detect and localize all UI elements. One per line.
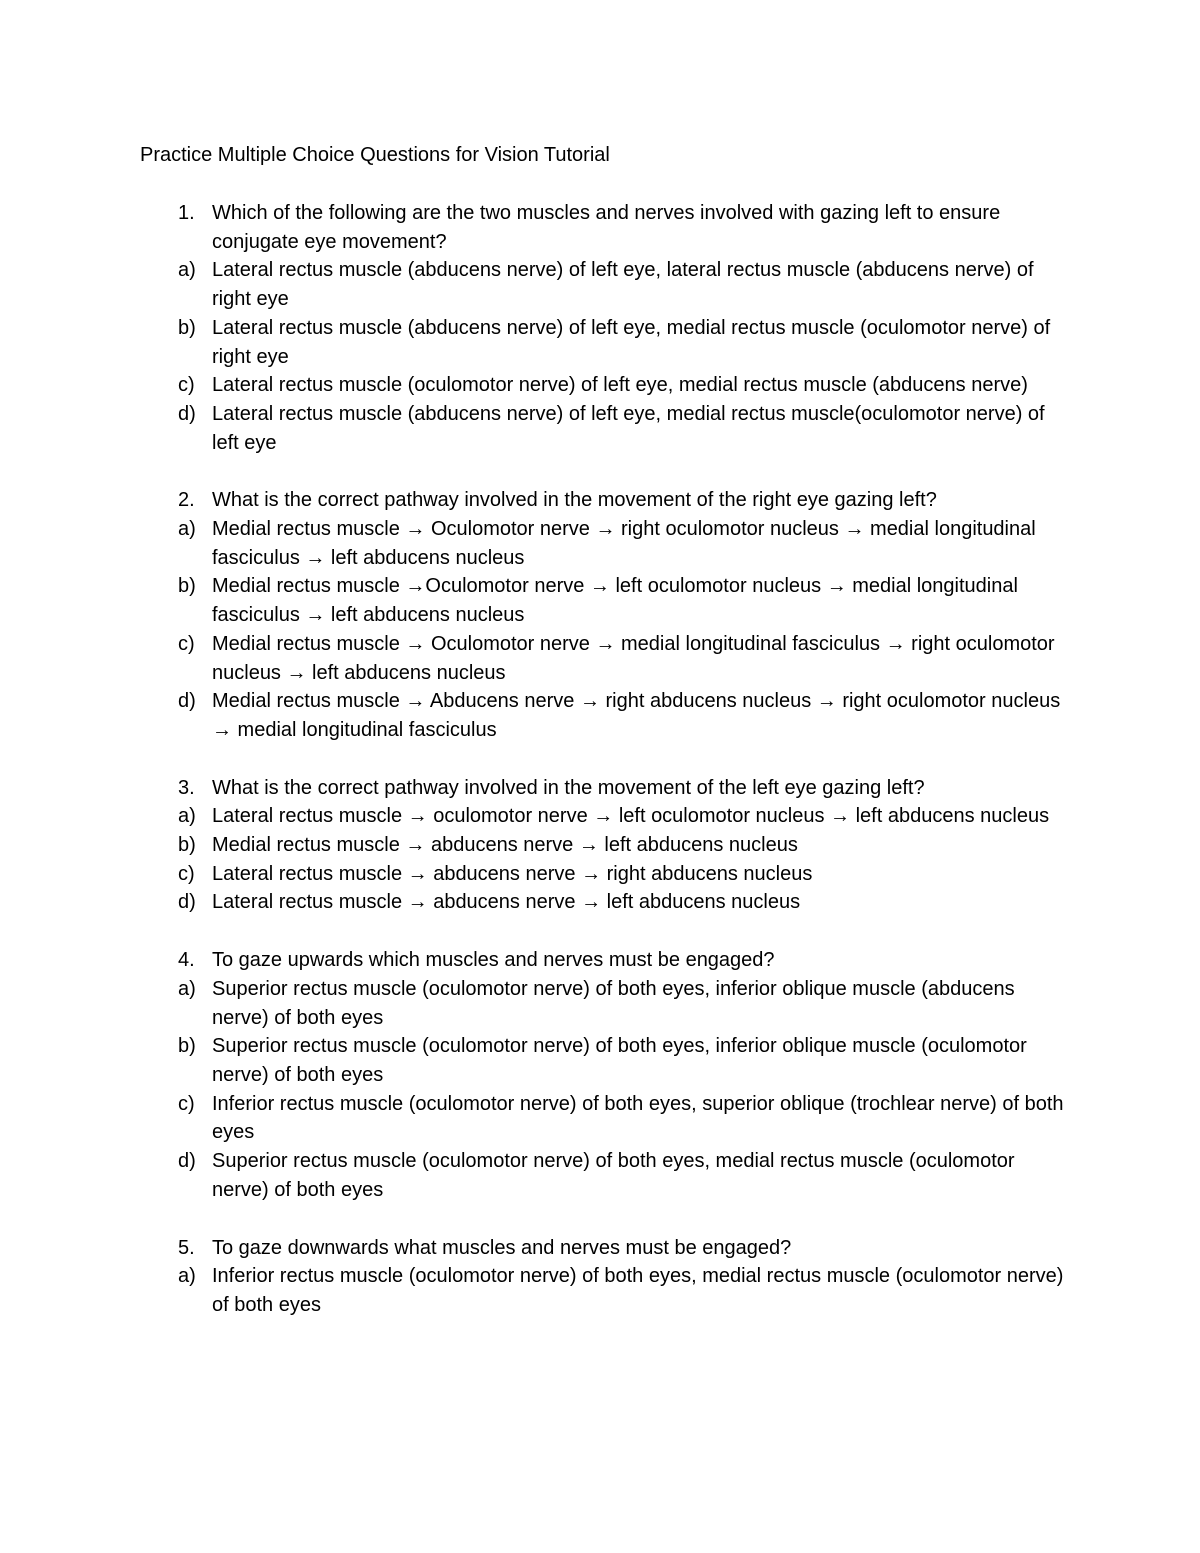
option-letter: a) [178, 518, 196, 541]
question-text: To gaze upwards which muscles and nerves must be engaged? [212, 949, 775, 972]
option-letter: c) [178, 632, 195, 655]
answer-option [140, 888, 1070, 917]
option-text: Lateral rectus muscle (oculomotor nerve) of left eye, medial rectus muscle (abducens nerve) [212, 374, 1028, 397]
option-text: Medial rectus muscle → Oculomotor nerve → right oculomotor nucleus → medial longitudinal fasciculus → left abducens nucleus [212, 518, 1036, 569]
answer-option [140, 256, 1070, 313]
option-letter: d) [178, 891, 196, 914]
answer-option [140, 314, 1070, 371]
option-letter: b) [178, 316, 196, 339]
answer-option [140, 630, 1070, 687]
answer-option [140, 860, 1070, 889]
question-number: 1. [178, 202, 195, 224]
question-text: To gaze downwards what muscles and nerves must be engaged? [212, 1236, 792, 1259]
question-stem [140, 946, 1070, 975]
answer-option [140, 1262, 1070, 1319]
option-letter: a) [178, 805, 196, 828]
option-letter: d) [178, 690, 196, 713]
option-letter: c) [178, 374, 195, 397]
option-text: Lateral rectus muscle → oculomotor nerve → left oculomotor nucleus → left abducens nucleus [212, 805, 1050, 828]
question-number: 3. [178, 776, 195, 799]
option-text: Lateral rectus muscle (abducens nerve) of left eye, medial rectus muscle(oculomotor nerve) of left eye [212, 402, 1045, 454]
option-text: Medial rectus muscle → Oculomotor nerve → medial longitudinal fasciculus → right oculomotor nucleus → left abducens nucleus [212, 632, 1055, 684]
question-4 [140, 946, 1070, 1204]
option-text: Lateral rectus muscle → abducens nerve → right abducens nucleus [212, 862, 813, 885]
answer-option [140, 400, 1070, 457]
question-stem [140, 1234, 1070, 1263]
option-letter: c) [178, 862, 195, 885]
option-letter: b) [178, 575, 196, 598]
option-letter: b) [178, 834, 196, 857]
answer-option [140, 572, 1070, 629]
question-number: 4. [178, 949, 195, 972]
question-number: 2. [178, 489, 195, 512]
document-page [140, 141, 1070, 1349]
option-text: Lateral rectus muscle (abducens nerve) of left eye, lateral rectus muscle (abducens nerve) of right eye [212, 259, 1034, 311]
question-stem [140, 774, 1070, 803]
option-letter: d) [178, 1150, 196, 1173]
question-number: 5. [178, 1236, 195, 1259]
option-letter: a) [178, 1265, 196, 1288]
answer-option [140, 975, 1070, 1032]
option-text: Superior rectus muscle (oculomotor nerve) of both eyes, inferior oblique muscle (abducens nerve) of both eyes [212, 977, 1015, 1029]
option-letter: b) [178, 1035, 196, 1058]
answer-option [140, 802, 1070, 831]
option-text: Medial rectus muscle → Abducens nerve → right abducens nucleus → right oculomotor nucleus → medial longitudinal fasciculus [212, 690, 1061, 741]
question-1 [140, 199, 1070, 457]
question-2 [140, 486, 1070, 744]
option-text: Medial rectus muscle → abducens nerve → left abducens nucleus [212, 834, 798, 857]
question-stem [140, 486, 1070, 515]
option-text: Superior rectus muscle (oculomotor nerve) of both eyes, inferior oblique muscle (oculomotor nerve) of both eyes [212, 1035, 1027, 1086]
answer-option [140, 1090, 1070, 1147]
answer-option [140, 831, 1070, 860]
question-text: What is the correct pathway involved in the movement of the left eye gazing left? [212, 776, 925, 799]
option-letter: a) [178, 259, 196, 282]
option-letter: d) [178, 402, 196, 425]
question-text: What is the correct pathway involved in the movement of the right eye gazing left? [212, 489, 937, 512]
answer-option [140, 1147, 1070, 1204]
question-3 [140, 774, 1070, 918]
option-text: Inferior rectus muscle (oculomotor nerve) of both eyes, superior oblique (trochlear nerve) of both eyes [212, 1092, 1064, 1144]
option-text: Medial rectus muscle →Oculomotor nerve → left oculomotor nucleus → medial longitudinal fasciculus → left abducens nucleus [212, 575, 1018, 627]
answer-option [140, 687, 1070, 744]
option-text: Lateral rectus muscle (abducens nerve) of left eye, medial rectus muscle (oculomotor nerve) of right eye [212, 316, 1051, 368]
answer-option [140, 371, 1070, 400]
question-stem [140, 199, 1070, 256]
question-text: Which of the following are the two muscles and nerves involved with gazing left to ensure conjugate eye movement? [212, 202, 1001, 253]
answer-option [140, 515, 1070, 572]
option-letter: a) [178, 977, 196, 1000]
question-5 [140, 1234, 1070, 1320]
option-text: Lateral rectus muscle → abducens nerve → left abducens nucleus [212, 891, 801, 914]
option-text: Inferior rectus muscle (oculomotor nerve) of both eyes, medial rectus muscle (oculomotor nerve) of both eyes [212, 1265, 1064, 1316]
answer-option [140, 1032, 1070, 1089]
document-title: Practice Multiple Choice Questions for Vision Tutorial [140, 144, 610, 166]
option-letter: c) [178, 1092, 195, 1115]
option-text: Superior rectus muscle (oculomotor nerve) of both eyes, medial rectus muscle (oculomotor nerve) of both eyes [212, 1150, 1015, 1201]
